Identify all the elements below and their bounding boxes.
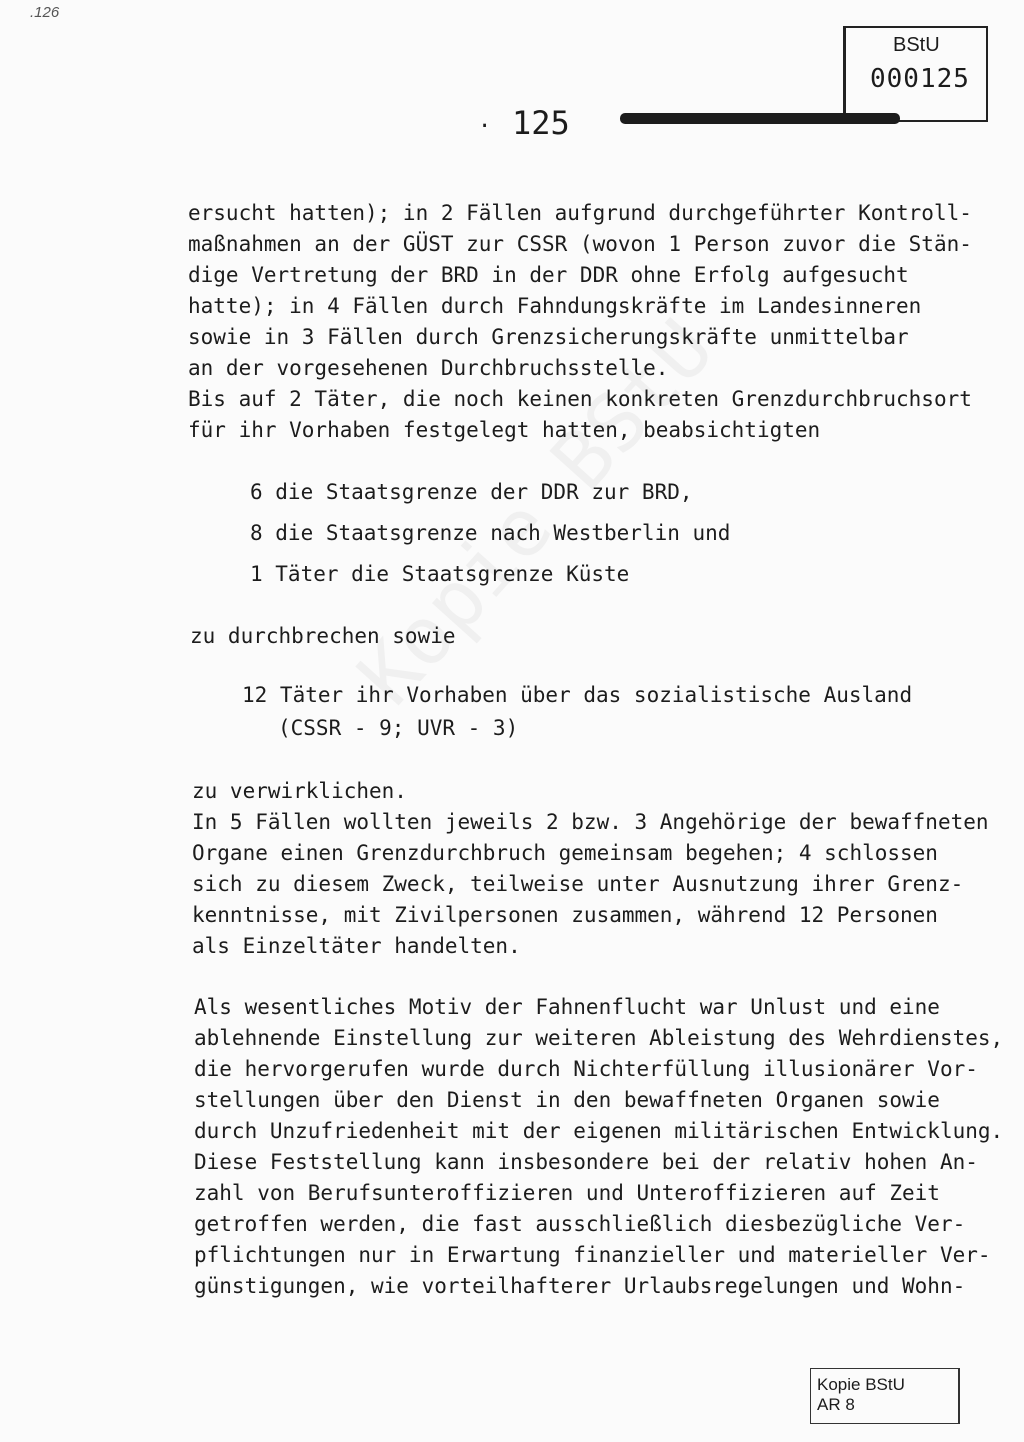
text-line: ablehnende Einstellung zur weiteren Ableistung des Wehrdienstes, xyxy=(194,1026,1004,1050)
text-line: durch Unzufriedenheit mit der eigenen militärischen Entwicklung. xyxy=(194,1119,1004,1143)
text-line: zu verwirklichen. xyxy=(192,779,407,803)
text-line: Als wesentliches Motiv der Fahnenflucht war Unlust und eine xyxy=(194,995,940,1019)
kopie-stamp-line2: AR 8 xyxy=(817,1395,855,1414)
text-line: günstigungen, wie vorteilhafterer Urlaubsregelungen und Wohn- xyxy=(194,1274,966,1298)
list-item: 6 die Staatsgrenze der DDR zur BRD, xyxy=(250,480,693,504)
redaction-bar xyxy=(620,113,900,124)
text-line: an der vorgesehenen Durchbruchsstelle. xyxy=(188,356,669,380)
text-line: maßnahmen an der GÜST zur CSSR (wovon 1 Person zuvor die Stän- xyxy=(188,232,972,256)
text-line: In 5 Fällen wollten jeweils 2 bzw. 3 Angehörige der bewaffneten xyxy=(192,810,989,834)
list-item: 8 die Staatsgrenze nach Westberlin und xyxy=(250,521,731,545)
page-number: 125 xyxy=(512,104,570,142)
text-line: für ihr Vorhaben festgelegt hatten, beabsichtigten xyxy=(188,418,821,442)
text-line: zahl von Berufsunteroffizieren und Unteroffizieren auf Zeit xyxy=(194,1181,940,1205)
text-line: Organe einen Grenzdurchbruch gemeinsam begehen; 4 schlossen xyxy=(192,841,938,865)
text-line: getroffen werden, die fast ausschließlich diesbezügliche Ver- xyxy=(194,1212,966,1236)
text-line: die hervorgerufen wurde durch Nichterfüllung illusionärer Vor- xyxy=(194,1057,978,1081)
text-line: kenntnisse, mit Zivilpersonen zusammen, während 12 Personen xyxy=(192,903,938,927)
text-line: stellungen über den Dienst in den bewaffneten Organen sowie xyxy=(194,1088,940,1112)
text-line: hatte); in 4 Fällen durch Fahndungskräfte im Landesinneren xyxy=(188,294,922,318)
list-item-detail: (CSSR - 9; UVR - 3) xyxy=(278,716,519,740)
text-line: sowie in 3 Fällen durch Grenzsicherungskräfte unmittelbar xyxy=(188,325,909,349)
page-number-dot: · xyxy=(478,114,492,139)
bstu-stamp-number: 000125 xyxy=(870,64,970,94)
text-line: als Einzeltäter handelten. xyxy=(192,934,521,958)
bstu-stamp-label: BStU xyxy=(893,34,940,56)
text-line: ersucht hatten); in 2 Fällen aufgrund durchgeführter Kontroll- xyxy=(188,201,972,225)
kopie-stamp-line1: Kopie BStU xyxy=(817,1375,905,1394)
text-line: Bis auf 2 Täter, die noch keinen konkreten Grenzdurchbruchsort xyxy=(188,387,972,411)
archive-corner-mark: .126 xyxy=(30,4,60,21)
text-line: Diese Feststellung kann insbesondere bei der relativ hohen An- xyxy=(194,1150,978,1174)
text-line: sich zu diesem Zweck, teilweise unter Ausnutzung ihrer Grenz- xyxy=(192,872,964,896)
list-item: 12 Täter ihr Vorhaben über das sozialistische Ausland xyxy=(242,683,913,707)
text-line: zu durchbrechen sowie xyxy=(190,624,456,648)
list-item: 1 Täter die Staatsgrenze Küste xyxy=(250,562,630,586)
text-line: dige Vertretung der BRD in der DDR ohne Erfolg aufgesucht xyxy=(188,263,909,287)
text-line: pflichtungen nur in Erwartung finanzieller und materieller Ver- xyxy=(194,1243,991,1267)
